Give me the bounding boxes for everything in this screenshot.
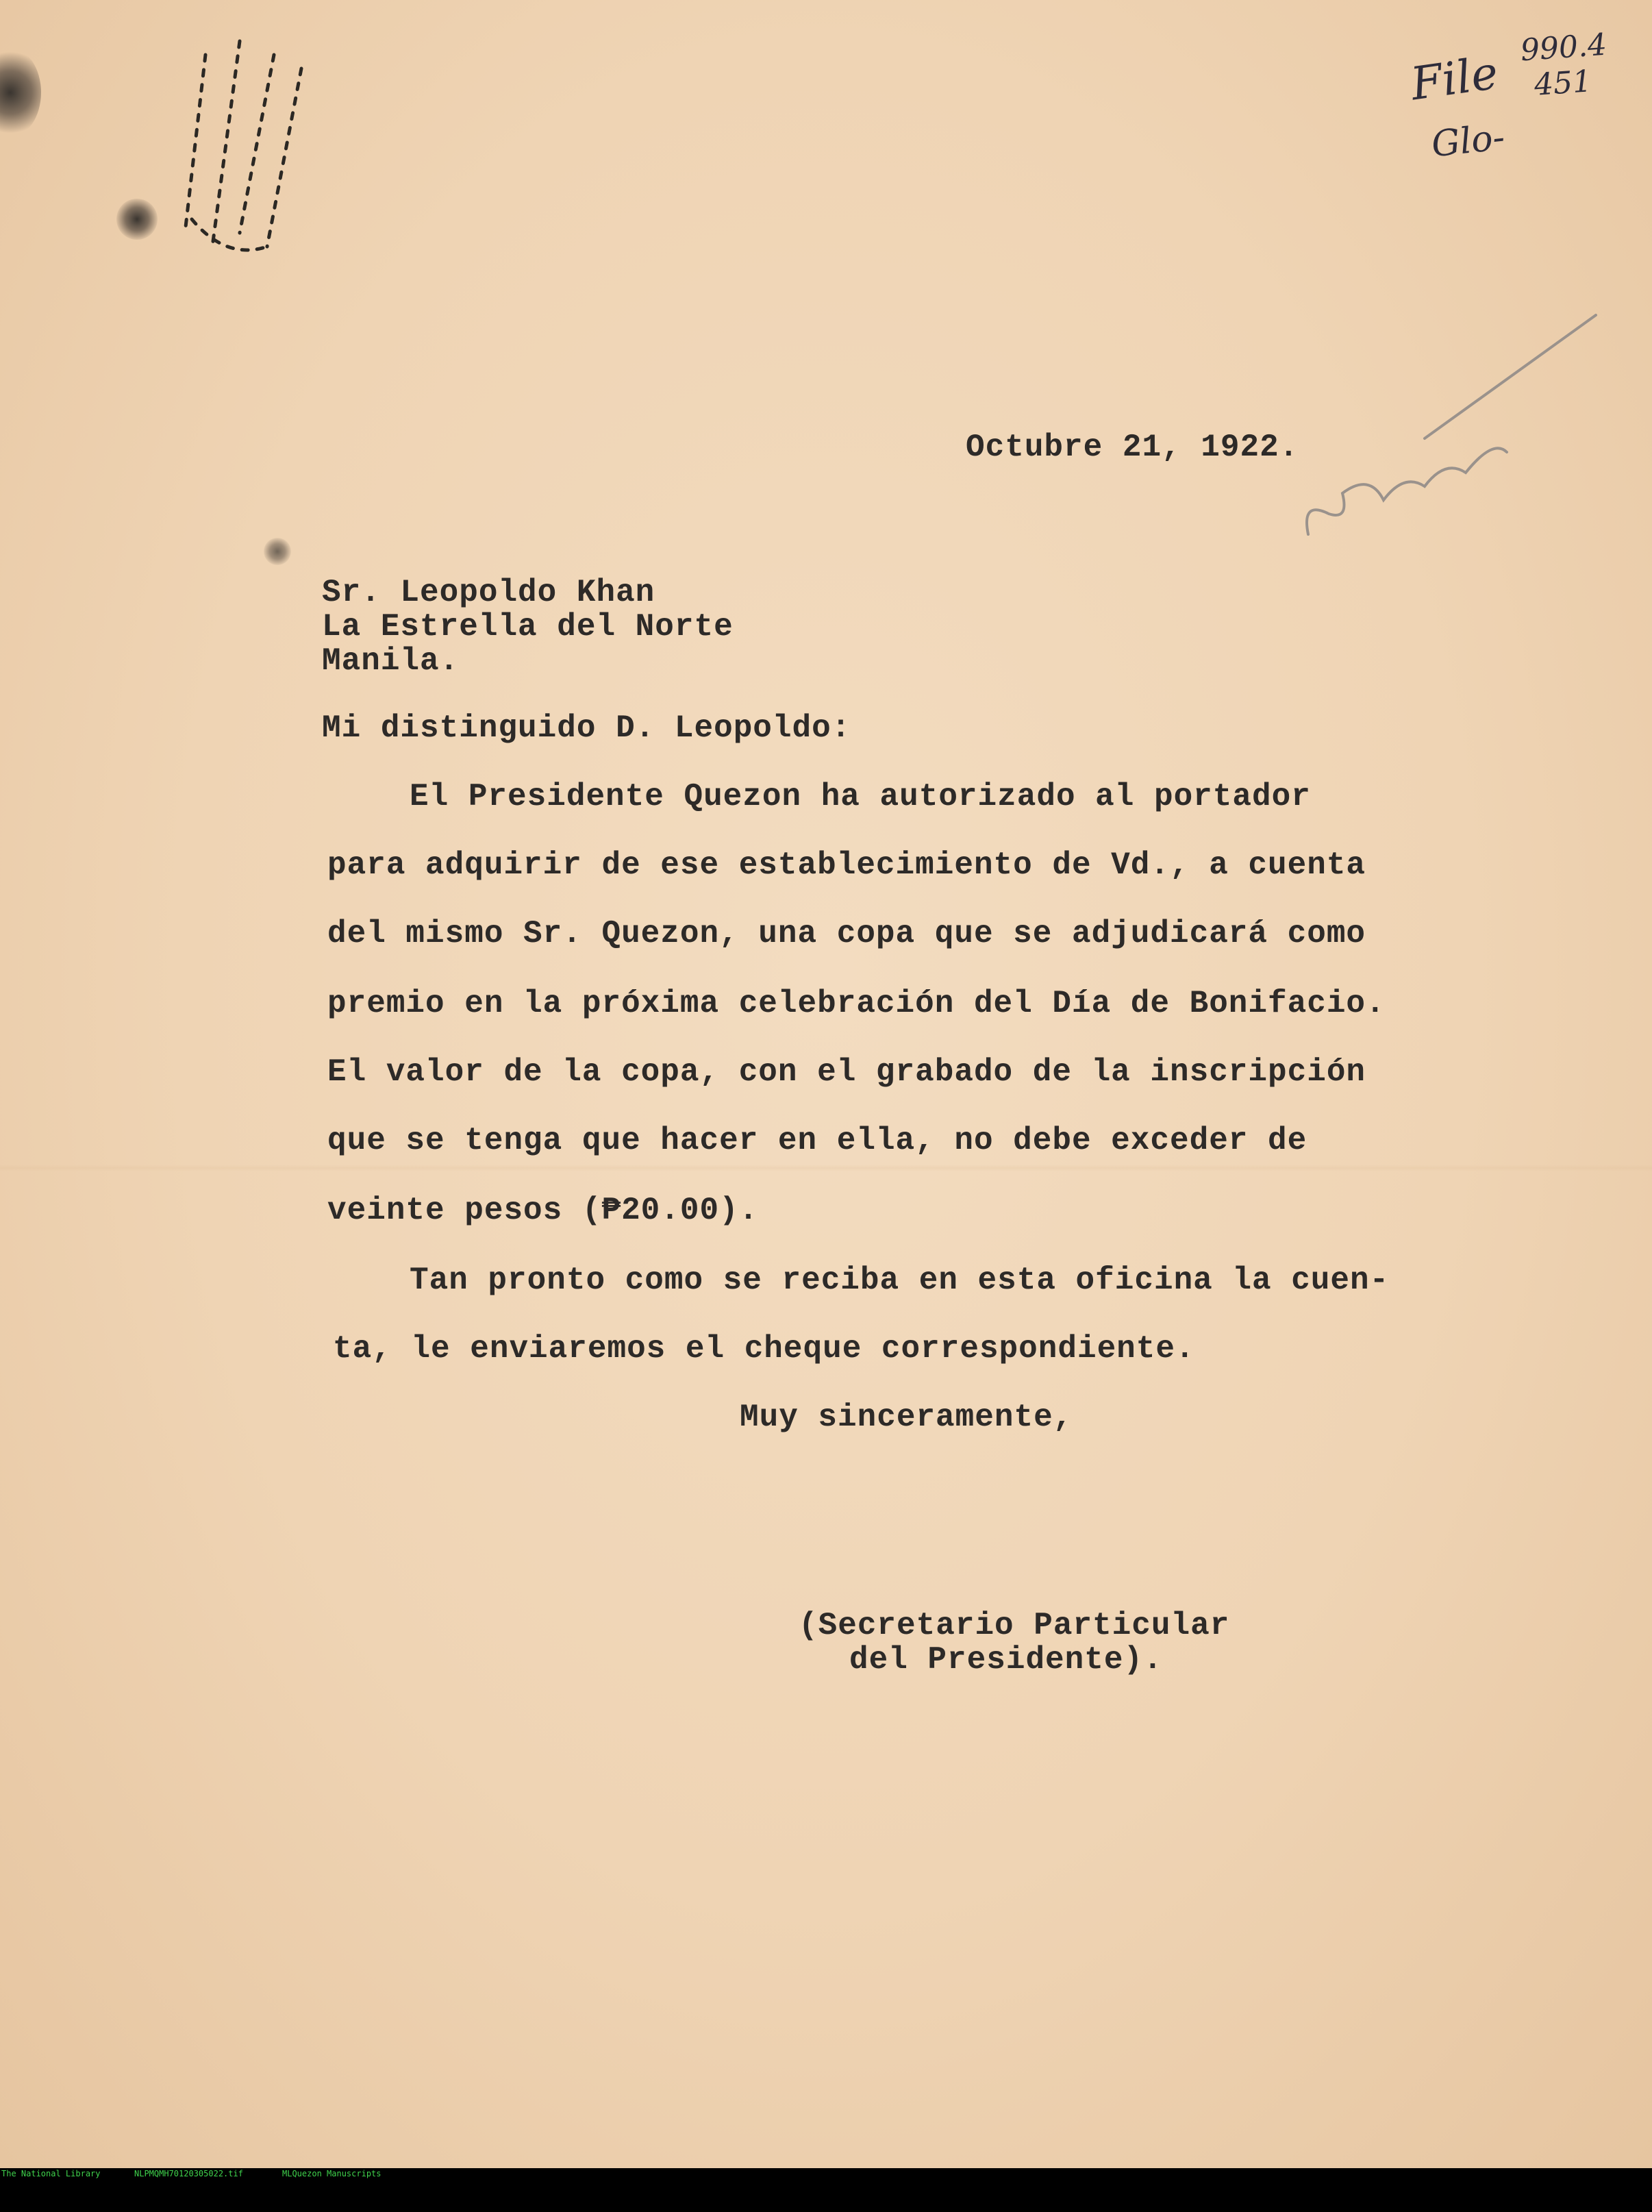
footer-library: The National Library (1, 2169, 101, 2178)
handwritten-file-note: File (1407, 46, 1501, 111)
paragraph-line: que se tenga que hacer en ella, no debe exceder de (327, 1123, 1307, 1158)
salutation: Mi distinguido D. Leopoldo: (322, 710, 851, 746)
ink-stain (264, 538, 291, 565)
clip-marks (164, 27, 342, 288)
footer-filename: NLPMQMH70120305022.tif (134, 2169, 243, 2178)
paragraph-line: premio en la próxima celebración del Día de Bonifacio. (327, 986, 1386, 1021)
handwritten-code-mid: 451 (1533, 64, 1593, 103)
closing: Muy sinceramente, (740, 1400, 1073, 1435)
handwritten-initials: Glo- (1429, 116, 1507, 166)
paragraph-line: del mismo Sr. Quezon, una copa que se adjudicará como (327, 916, 1366, 952)
recipient-name: Sr. Leopoldo Khan (322, 575, 655, 610)
paragraph-line: para adquirir de ese establecimiento de Vd., a cuenta (327, 847, 1366, 883)
pencil-scribble (1288, 301, 1616, 562)
signature-subtitle: del Presidente). (849, 1642, 1163, 1678)
paragraph-line: El valor de la copa, con el grabado de la inscripción (327, 1054, 1366, 1090)
handwritten-code-top: 990.4 (1519, 27, 1608, 69)
paragraph-line: veinte pesos (₱20.00). (327, 1193, 759, 1228)
archive-footer (0, 2168, 1652, 2179)
paragraph-line: ta, le enviaremos el cheque correspondiente. (333, 1331, 1195, 1367)
ink-stain (116, 199, 158, 240)
paragraph-line: El Presidente Quezon ha autorizado al portador (410, 779, 1311, 815)
recipient-company: La Estrella del Norte (322, 609, 734, 645)
paragraph-line: Tan pronto como se reciba en esta oficina la cuen- (410, 1263, 1390, 1298)
recipient-city: Manila. (322, 643, 460, 679)
letter-date: Octubre 21, 1922. (966, 430, 1299, 465)
footer-collection: MLQuezon Manuscripts (282, 2169, 381, 2178)
ink-stain (0, 48, 41, 137)
signature-title: (Secretario Particular (799, 1608, 1230, 1643)
paper-fold (0, 1165, 1652, 1171)
